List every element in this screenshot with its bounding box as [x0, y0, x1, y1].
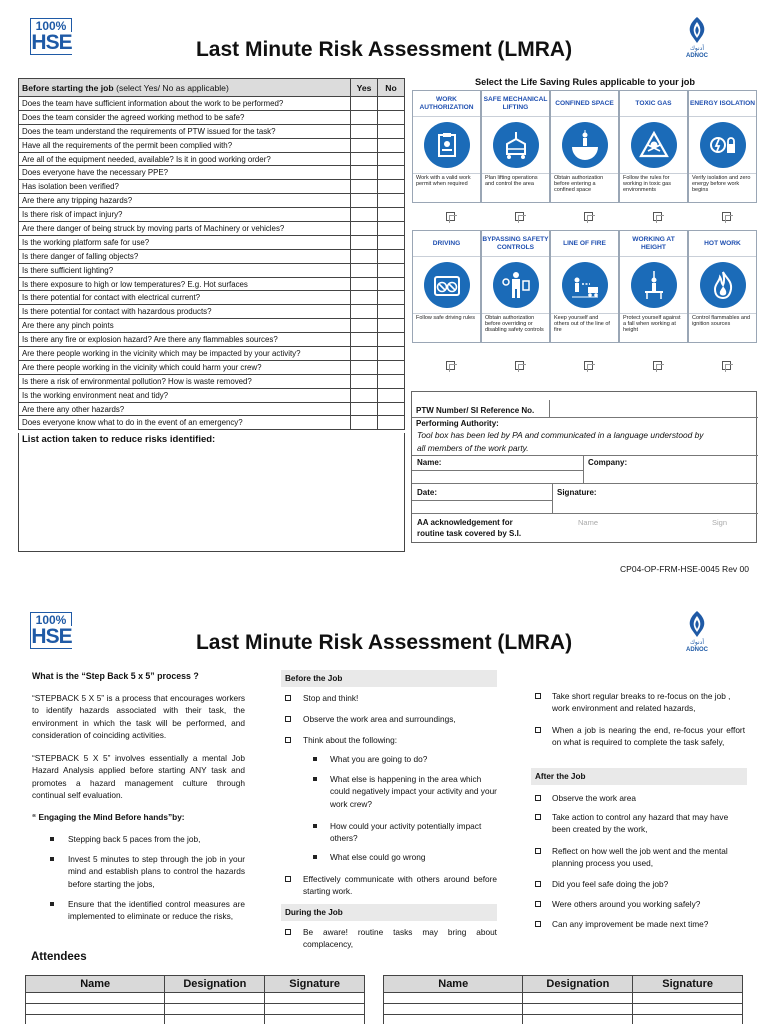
ptw-reference-label: PTW Number/ SI Reference No. [416, 406, 535, 415]
checklist-question: Are there any pinch points [19, 319, 351, 333]
checklist-row [19, 249, 405, 263]
after-job-item: Reflect on how well the job went and the mental planning process you used, [552, 846, 728, 869]
no-cell[interactable] [378, 110, 405, 124]
checklist-question: Is there sufficient lighting? [19, 263, 351, 277]
rule-title: WORKING AT HEIGHT [620, 231, 687, 257]
adnoc-logo-page2: أدنوك ADNOC [677, 610, 717, 654]
checkbox-icon [535, 795, 541, 801]
rule-description: Obtain authorization before overriding or disabling safety controls [482, 313, 549, 342]
rule-title: BYPASSING SAFETY CONTROLS [482, 231, 549, 257]
checklist-row [19, 291, 405, 305]
no-cell[interactable] [378, 347, 405, 361]
line-of-fire-icon [562, 262, 608, 308]
yes-cell[interactable] [351, 180, 378, 194]
no-cell[interactable] [378, 319, 405, 333]
no-cell[interactable] [378, 277, 405, 291]
life-saving-rules-heading: Select the Life Saving Rules applicable to your job [474, 77, 696, 87]
checkbox-icon [285, 929, 291, 935]
action-taken-label: List action taken to reduce risks identified: [22, 434, 216, 445]
rule-checkbox-hot-work[interactable] [722, 361, 731, 370]
att-col-signature: Signature [265, 976, 365, 993]
action-taken-box[interactable] [18, 433, 405, 552]
no-cell[interactable] [378, 305, 405, 319]
yes-cell[interactable] [351, 347, 378, 361]
checkbox-icon [285, 737, 291, 743]
height-icon [631, 262, 677, 308]
engaging-heading: “ Engaging the Mind Before hands”by: [32, 812, 185, 822]
checklist-question: Is the working platform safe for use? [19, 235, 351, 249]
checklist-question: Does the team consider the agreed working method to be safe? [19, 110, 351, 124]
yes-cell[interactable] [351, 97, 378, 111]
rule-title: CONFINED SPACE [551, 91, 618, 117]
after-job-item: Can any improvement be made next time? [552, 919, 709, 929]
engaging-item: Invest 5 minutes to step through the job in your mind and establish plans to control the hazards before starting the jobs, [68, 854, 245, 889]
checklist-question: Is there potential for contact with electrical current? [19, 291, 351, 305]
rule-description: Keep yourself and others out of the line of fire [551, 313, 618, 342]
ptw-form [411, 391, 757, 543]
checklist-row [19, 110, 405, 124]
attendee-name-cell[interactable] [26, 1004, 165, 1015]
bullet [50, 857, 54, 861]
aa-acknowledgement-line2: routine task covered by S.I. [417, 529, 522, 538]
attendee-name-cell[interactable] [26, 1015, 165, 1024]
after-job-item: Were others around you working safely? [552, 899, 701, 909]
engaging-item: Stepping back 5 paces from the job, [68, 834, 201, 844]
yes-cell[interactable] [351, 416, 378, 430]
attendee-signature-cell[interactable] [265, 1004, 365, 1015]
rule-title: LINE OF FIRE [551, 231, 618, 257]
attendee-row [384, 993, 743, 1004]
checklist-row [19, 305, 405, 319]
name-label: Name: [417, 458, 442, 467]
no-cell[interactable] [378, 166, 405, 180]
rule-checkbox-energy-isolation[interactable] [722, 212, 731, 221]
confined-space-icon [562, 122, 608, 168]
rule-title: DRIVING [413, 231, 480, 257]
attendee-row [384, 1015, 743, 1024]
checklist-question: Are there people working in the vicinity which may be impacted by your activity? [19, 347, 351, 361]
rule-description: Verify isolation and zero energy before work begins [689, 173, 756, 202]
toolbox-statement-line2: all members of the work party. [417, 443, 529, 453]
no-cell[interactable] [378, 360, 405, 374]
no-cell[interactable] [378, 374, 405, 388]
permit-icon [424, 122, 470, 168]
rule-card-driving [412, 230, 481, 343]
checklist-row [19, 388, 405, 402]
engaging-item: Ensure that the identified control measures are implemented to eliminate or reduce the risks, [68, 899, 245, 922]
rule-checkbox-confined-space[interactable] [584, 212, 593, 221]
attendees-table-left [25, 975, 365, 1024]
no-cell[interactable] [378, 263, 405, 277]
rule-card-working-at-height [619, 230, 688, 343]
checklist-row [19, 402, 405, 416]
yes-cell[interactable] [351, 166, 378, 180]
adnoc-logo: أدنوك ADNOC [677, 16, 717, 60]
checklist-row [19, 263, 405, 277]
attendee-signature-cell[interactable] [633, 993, 743, 1004]
after-job-item: Did you feel safe doing the job? [552, 879, 669, 889]
rule-description: Follow safe driving rules [413, 313, 480, 342]
yes-cell[interactable] [351, 277, 378, 291]
att-col-name: Name [384, 976, 523, 993]
no-cell[interactable] [378, 333, 405, 347]
rule-checkbox-driving[interactable] [446, 361, 455, 370]
checklist-row [19, 360, 405, 374]
rule-checkbox-bypassing-safety-controls[interactable] [515, 361, 524, 370]
checklist-row [19, 138, 405, 152]
page2-title: Last Minute Risk Assessment (LMRA) [195, 631, 573, 654]
attendee-name-cell[interactable] [384, 993, 523, 1004]
rule-title: ENERGY ISOLATION [689, 91, 756, 117]
bypass-icon [493, 262, 539, 308]
checkbox-icon [285, 695, 291, 701]
attendee-row [26, 1015, 365, 1024]
no-cell[interactable] [378, 291, 405, 305]
rule-card-line-of-fire [550, 230, 619, 343]
checklist-question: Is there danger of falling objects? [19, 249, 351, 263]
yes-cell[interactable] [351, 194, 378, 208]
rule-checkbox-working-at-height[interactable] [653, 361, 662, 370]
attendee-row [26, 1004, 365, 1015]
no-cell[interactable] [378, 416, 405, 430]
attendee-designation-cell[interactable] [523, 1015, 633, 1024]
attendee-name-cell[interactable] [26, 993, 165, 1004]
think-item: What else is happening in the area which could negatively impact your activity and your work crew? [330, 774, 497, 809]
no-cell[interactable] [378, 152, 405, 166]
yes-cell[interactable] [351, 222, 378, 236]
attendees-heading: Attendees [31, 951, 87, 963]
yes-cell[interactable] [351, 249, 378, 263]
rule-card-confined-space [550, 90, 619, 203]
during-job-item: Take short regular breaks to re-focus on the job , work environment and related hazards, [552, 691, 731, 714]
attendee-signature-cell[interactable] [265, 993, 365, 1004]
checklist-question: Does the team understand the requirements of PTW issued for the task? [19, 124, 351, 138]
checkbox-icon [535, 881, 541, 887]
rule-card-toxic-gas [619, 90, 688, 203]
checklist-row [19, 416, 405, 430]
attendee-signature-cell[interactable] [633, 1015, 743, 1024]
yes-cell[interactable] [351, 110, 378, 124]
attendee-name-cell[interactable] [384, 1004, 523, 1015]
checklist-row [19, 222, 405, 236]
rule-description: Protect yourself against a fall when working at height [620, 313, 687, 342]
yes-cell[interactable] [351, 319, 378, 333]
after-job-item: Observe the work area [552, 793, 636, 803]
rule-title: HOT WORK [689, 231, 756, 257]
hse-logo-page2: 100% HSE [31, 613, 72, 648]
after-job-item: Take action to control any hazard that may have been created by the work, [552, 812, 729, 835]
aa-sign-field[interactable]: Sign [712, 518, 728, 527]
before-job-item: Think about the following: [303, 735, 398, 745]
signature-label: Signature: [557, 488, 597, 497]
bullet [313, 824, 317, 828]
rule-checkbox-line-of-fire[interactable] [584, 361, 593, 370]
checkbox-icon [535, 921, 541, 927]
intro-paragraph-2: “STEPBACK 5 X 5” involves essentially a mental Job Hazard Analysis applied before starting ANY task and promotes a hazard management culture through continual self evaluation. [32, 753, 245, 801]
checklist-row [19, 180, 405, 194]
rule-description: Follow the rules for working in toxic gas environments [620, 173, 687, 202]
checklist-question: Are all of the equipment needed, available? Is it in good working order? [19, 152, 351, 166]
checkbox-icon [285, 716, 291, 722]
bullet [50, 837, 54, 841]
yes-cell[interactable] [351, 305, 378, 319]
rule-card-energy-isolation [688, 90, 757, 203]
checkbox-icon [285, 876, 291, 882]
no-cell[interactable] [378, 194, 405, 208]
checklist-question: Is there a risk of environmental pollution? How is waste removed? [19, 374, 351, 388]
no-cell[interactable] [378, 124, 405, 138]
attendee-designation-cell[interactable] [523, 993, 633, 1004]
rule-card-bypassing-safety-controls [481, 230, 550, 343]
yes-cell[interactable] [351, 208, 378, 222]
checklist-row [19, 124, 405, 138]
rule-title: WORK AUTHORIZATION [413, 91, 480, 117]
checklist-question: Have all the requirements of the permit been complied with? [19, 138, 351, 152]
rule-card-hot-work [688, 230, 757, 343]
yes-cell[interactable] [351, 235, 378, 249]
no-cell[interactable] [378, 222, 405, 236]
checklist-question: Is there risk of impact injury? [19, 208, 351, 222]
bullet [313, 757, 317, 761]
rule-checkbox-toxic-gas[interactable] [653, 212, 662, 221]
yes-cell[interactable] [351, 152, 378, 166]
checklist-question: Is the working environment neat and tidy? [19, 388, 351, 402]
yes-cell[interactable] [351, 388, 378, 402]
rule-checkbox-safe-mechanical-lifting[interactable] [515, 212, 524, 221]
performing-authority-label: Performing Authority: [416, 419, 499, 428]
checkbox-icon [535, 848, 541, 854]
intro-paragraph-1: “STEPBACK 5 X 5” is a process that encourages workers to identify hazards associated with their task, the environment in which the task will be performed, and consideration of coinciding activities. [32, 693, 245, 741]
energy-isolation-icon [700, 122, 746, 168]
checkbox-icon [535, 901, 541, 907]
checklist-question: Is there potential for contact with hazardous products? [19, 305, 351, 319]
checklist-row [19, 97, 405, 111]
bullet [313, 777, 317, 781]
yes-cell[interactable] [351, 138, 378, 152]
checklist-row [19, 319, 405, 333]
yes-cell[interactable] [351, 124, 378, 138]
rule-description: Obtain authorization before entering a confined space [551, 173, 618, 202]
att-col-name: Name [26, 976, 165, 993]
rule-description: Work with a valid work permit when required [413, 173, 480, 202]
checklist-heading: Before starting the job (select Yes/ No as applicable) [19, 79, 351, 97]
rule-description: Control flammables and ignition sources [689, 313, 756, 342]
no-cell[interactable] [378, 402, 405, 416]
checklist-row [19, 152, 405, 166]
attendee-name-cell[interactable] [384, 1015, 523, 1024]
checklist-row [19, 208, 405, 222]
attendee-designation-cell[interactable] [165, 1004, 265, 1015]
rule-title: TOXIC GAS [620, 91, 687, 117]
no-cell[interactable] [378, 138, 405, 152]
att-col-signature: Signature [633, 976, 743, 993]
during-job-heading: During the Job [281, 904, 497, 921]
aa-acknowledgement-line1: AA acknowledgement for [417, 518, 513, 527]
checklist-question: Does everyone have the necessary PPE? [19, 166, 351, 180]
rule-checkbox-work-authorization[interactable] [446, 212, 455, 221]
checklist-question: Are there any other hazards? [19, 402, 351, 416]
toxic-gas-icon [631, 122, 677, 168]
no-cell[interactable] [378, 180, 405, 194]
think-item: What else could go wrong [330, 852, 426, 862]
checkbox-icon [535, 727, 541, 733]
yes-cell[interactable] [351, 263, 378, 277]
att-col-designation: Designation [165, 976, 265, 993]
yes-cell[interactable] [351, 402, 378, 416]
no-cell[interactable] [378, 97, 405, 111]
rule-card-safe-mechanical-lifting [481, 90, 550, 203]
checklist-question: Are there people working in the vicinity which could harm your crew? [19, 360, 351, 374]
checklist-question: Are there any tripping hazards? [19, 194, 351, 208]
page-title: Last Minute Risk Assessment (LMRA) [195, 38, 573, 61]
checklist-question: Is there exposure to high or low temperatures? E.g. Hot surfaces [19, 277, 351, 291]
no-cell[interactable] [378, 249, 405, 263]
toolbox-statement-line1: Tool box has been led by PA and communicated in a language understood by [417, 430, 704, 440]
attendees-table-right [383, 975, 743, 1024]
checklist-row [19, 333, 405, 347]
checklist-question: Has isolation been verified? [19, 180, 351, 194]
rule-description: Plan lifting operations and control the area [482, 173, 549, 202]
company-label: Company: [588, 458, 628, 467]
before-job-item: Observe the work area and surroundings, [303, 714, 456, 724]
checklist-question: Does everyone know what to do in the event of an emergency? [19, 416, 351, 430]
no-cell[interactable] [378, 388, 405, 402]
checklist-row [19, 166, 405, 180]
no-cell[interactable] [378, 235, 405, 249]
attendee-signature-cell[interactable] [265, 1015, 365, 1024]
attendee-signature-cell[interactable] [633, 1004, 743, 1015]
pre-job-checklist [18, 78, 405, 430]
checklist-row [19, 277, 405, 291]
during-job-item: Be aware! routine tasks may bring about complacency, [303, 927, 497, 950]
rule-title: SAFE MECHANICAL LIFTING [482, 91, 549, 117]
att-col-designation: Designation [523, 976, 633, 993]
think-item: How could your activity potentially impact others? [330, 821, 482, 844]
aa-name-field[interactable]: Name [578, 518, 599, 527]
bullet [50, 902, 54, 906]
checklist-row [19, 374, 405, 388]
checkbox-icon [535, 814, 541, 820]
yes-cell[interactable] [351, 333, 378, 347]
bullet [313, 855, 317, 859]
checklist-question: Are there danger of being struck by moving parts of Machinery or vehicles? [19, 222, 351, 236]
attendee-designation-cell[interactable] [165, 993, 265, 1004]
attendee-row [26, 993, 365, 1004]
yes-cell[interactable] [351, 374, 378, 388]
yes-cell[interactable] [351, 291, 378, 305]
after-job-heading: After the Job [531, 768, 747, 785]
yes-cell[interactable] [351, 360, 378, 374]
hse-logo: 100% HSE [31, 19, 72, 54]
date-label: Date: [417, 488, 438, 497]
think-item: What you are going to do? [330, 754, 428, 764]
communicate-item: Effectively communicate with others around before starting work. [303, 874, 497, 897]
no-cell[interactable] [378, 208, 405, 222]
attendee-designation-cell[interactable] [165, 1015, 265, 1024]
attendee-designation-cell[interactable] [523, 1004, 633, 1015]
before-job-heading: Before the Job [281, 670, 497, 687]
lifting-icon [493, 122, 539, 168]
checklist-question: Is there any fire or explosion hazard? Are there any flammables sources? [19, 333, 351, 347]
no-column-header: No [378, 79, 405, 97]
step-back-heading: What is the “Step Back 5 x 5” process ? [32, 671, 199, 681]
flame-icon [700, 262, 746, 308]
form-reference: CP04-OP-FRM-HSE-0045 Rev 00 [620, 564, 749, 574]
checkbox-icon [535, 693, 541, 699]
yes-column-header: Yes [351, 79, 378, 97]
driving-icon [424, 262, 470, 308]
before-job-item: Stop and think! [303, 693, 359, 703]
attendee-row [384, 1004, 743, 1015]
checklist-question: Does the team have sufficient information about the work to be performed? [19, 97, 351, 111]
during-job-item: When a job is nearing the end, re-focus your effort on what is required to complete the task safely, [552, 725, 745, 748]
rule-card-work-authorization [412, 90, 481, 203]
checklist-row [19, 194, 405, 208]
checklist-row [19, 347, 405, 361]
checklist-row [19, 235, 405, 249]
